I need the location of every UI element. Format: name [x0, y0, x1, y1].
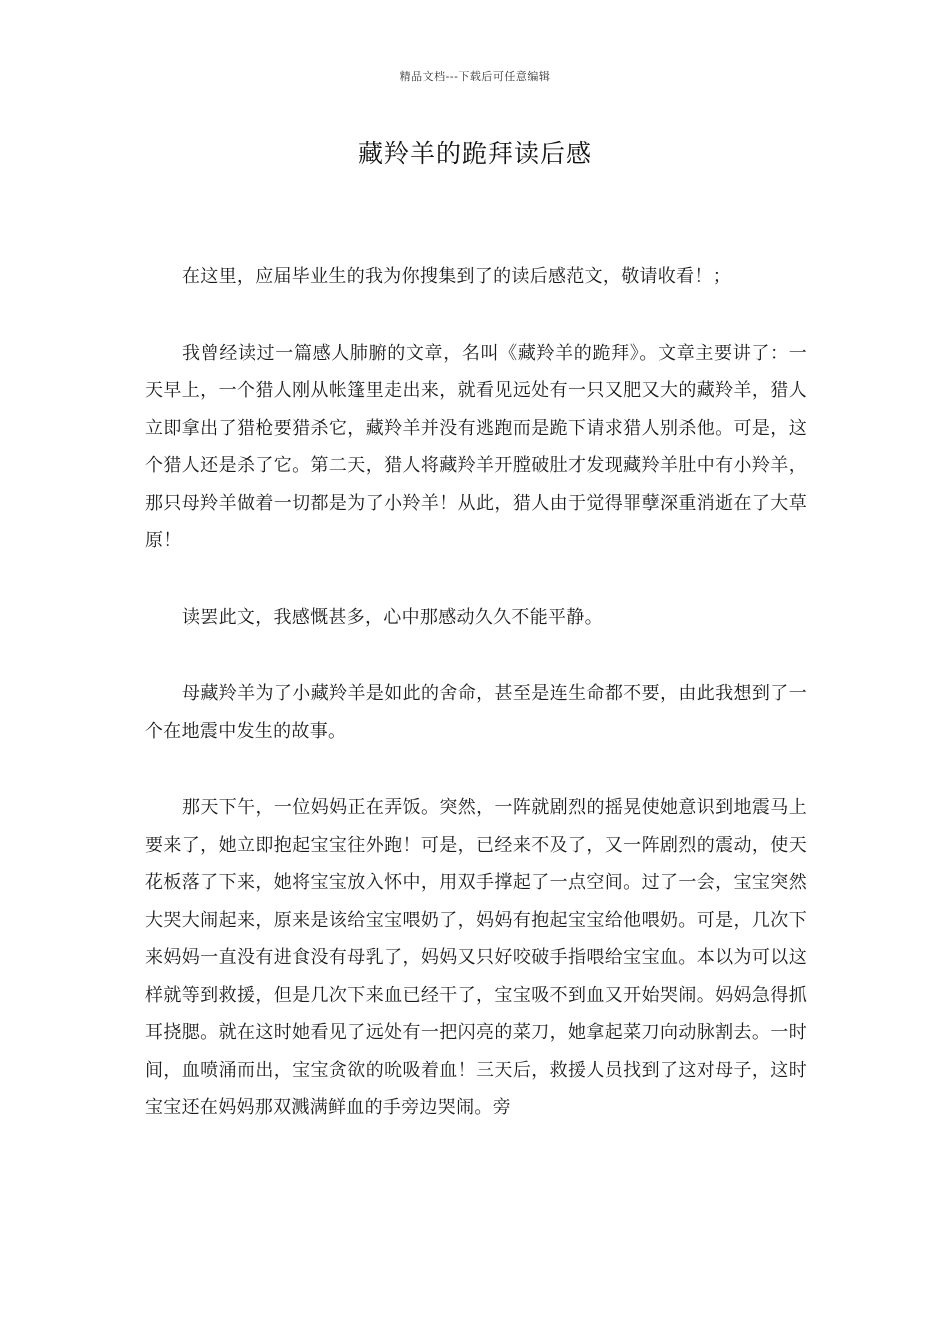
header-note: 精品文档---下载后可任意编辑 — [399, 70, 551, 83]
paragraph-reflection: 读罢此文，我感慨甚多，心中那感动久久不能平静。 — [182, 606, 603, 628]
page-title: 藏羚羊的跪拜读后感 — [357, 139, 592, 168]
paragraph-transition: 母藏羚羊为了小藏羚羊是如此的舍命，甚至是连生命都不要，由此我想到了一个在地震中发生的故事。 — [145, 683, 807, 742]
paragraph-earthquake-story: 那天下午，一位妈妈正在弄饭。突然，一阵就剧烈的摇晃使她意识到地震马上要来了，她立即抱起宝宝往外跑！可是，已经来不及了，又一阵剧烈的震动，使天花板落了下来，她将宝宝放入怀中，用双手撑起了一点空间。过了一会，宝宝突然大哭大闹起来，原来是该给宝宝喂奶了，妈妈有抱起宝宝给他喂奶。可是，几次下来妈妈一直没有进食没有母乳了，妈妈又只好咬破手指喂给宝宝血。本以为可以这样就等到救援，但是几次下来血已经干了，宝宝吸不到血又开始哭闹。妈妈急得抓耳挠腮。就在这时她看见了远处有一把闪亮的菜刀，她拿起菜刀向动脉割去。一时间，血喷涌而出，宝宝贪欲的吮吸着血！三天后，救援人员找到了这对母子，这时宝宝还在妈妈那双溅满鲜血的手旁边哭闹。旁 — [145, 797, 807, 1118]
paragraph-story-summary: 我曾经读过一篇感人肺腑的文章，名叫《藏羚羊的跪拜》。文章主要讲了：一天早上，一个猎人刚从帐篷里走出来，就看见远处有一只又肥又大的藏羚羊，猎人立即拿出了猎枪要猎杀它，藏羚羊并没有逃跑而是跪下请求猎人别杀他。可是，这个猎人还是杀了它。第二天，猎人将藏羚羊开膛破肚才发现藏羚羊肚中有小羚羊，那只母羚羊做着一切都是为了小羚羊！从此，猎人由于觉得罪孽深重消逝在了大草原！ — [145, 342, 807, 551]
paragraph-intro: 在这里，应届毕业生的我为你搜集到了的读后感范文，敬请收看！； — [182, 266, 731, 287]
document-body — [145, 258, 807, 1166]
